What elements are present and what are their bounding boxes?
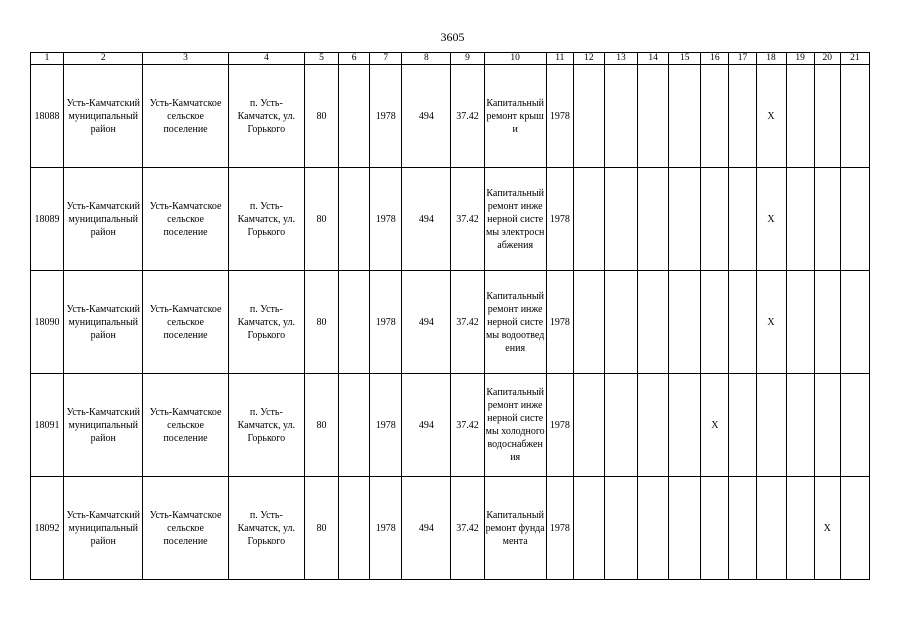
cell-col-19 — [786, 168, 814, 271]
cell-col-20 — [814, 374, 840, 477]
cell-col-18: X — [756, 271, 786, 374]
cell-col-21 — [840, 477, 869, 580]
column-header-5: 5 — [304, 53, 338, 65]
cell-col-2: Усть-Камчатский муниципальный район — [64, 168, 143, 271]
column-header-21: 21 — [840, 53, 869, 65]
column-header-20: 20 — [814, 53, 840, 65]
column-header-10: 10 — [484, 53, 546, 65]
cell-col-1: 18092 — [31, 477, 64, 580]
cell-col-2: Усть-Камчатский муниципальный район — [64, 271, 143, 374]
cell-col-5: 80 — [304, 168, 338, 271]
cell-col-21 — [840, 168, 869, 271]
register-table — [30, 52, 870, 580]
cell-col-20 — [814, 168, 840, 271]
column-header-19: 19 — [786, 53, 814, 65]
cell-col-6 — [339, 374, 370, 477]
cell-col-17 — [729, 65, 756, 168]
cell-col-9: 37.42 — [451, 374, 484, 477]
table-row — [31, 168, 870, 271]
table-row — [31, 374, 870, 477]
cell-col-20: X — [814, 477, 840, 580]
cell-col-3: Усть-Камчатское сельское поселение — [143, 374, 228, 477]
cell-col-13 — [604, 477, 637, 580]
cell-col-5: 80 — [304, 477, 338, 580]
cell-col-10: Капитальный ремонт крыши — [484, 65, 546, 168]
cell-col-7: 1978 — [370, 374, 402, 477]
cell-col-10: Капитальный ремонт инженерной системы холодного водоснабжения — [484, 374, 546, 477]
column-header-3: 3 — [143, 53, 228, 65]
cell-col-16 — [701, 271, 729, 374]
cell-col-11: 1978 — [546, 374, 573, 477]
cell-col-7: 1978 — [370, 271, 402, 374]
cell-col-3: Усть-Камчатское сельское поселение — [143, 477, 228, 580]
column-header-2: 2 — [64, 53, 143, 65]
cell-col-4: п. Усть-Камчатск, ул. Горького — [228, 477, 304, 580]
cell-col-20 — [814, 65, 840, 168]
cell-col-14 — [638, 374, 669, 477]
cell-col-17 — [729, 477, 756, 580]
table-row — [31, 65, 870, 168]
column-header-16: 16 — [701, 53, 729, 65]
cell-col-9: 37.42 — [451, 477, 484, 580]
cell-col-21 — [840, 271, 869, 374]
cell-col-21 — [840, 374, 869, 477]
cell-col-18 — [756, 374, 786, 477]
cell-col-1: 18088 — [31, 65, 64, 168]
cell-col-7: 1978 — [370, 168, 402, 271]
cell-col-12 — [573, 477, 604, 580]
column-header-1: 1 — [31, 53, 64, 65]
column-header-9: 9 — [451, 53, 484, 65]
cell-col-7: 1978 — [370, 477, 402, 580]
cell-col-19 — [786, 271, 814, 374]
cell-col-2: Усть-Камчатский муниципальный район — [64, 65, 143, 168]
cell-col-10: Капитальный ремонт инженерной системы водоотведения — [484, 271, 546, 374]
cell-col-5: 80 — [304, 374, 338, 477]
table-row — [31, 271, 870, 374]
cell-col-11: 1978 — [546, 65, 573, 168]
cell-col-15 — [669, 271, 701, 374]
cell-col-18 — [756, 477, 786, 580]
column-header-6: 6 — [339, 53, 370, 65]
cell-col-9: 37.42 — [451, 168, 484, 271]
header-row — [31, 53, 870, 65]
cell-col-16 — [701, 168, 729, 271]
cell-col-15 — [669, 65, 701, 168]
table-row — [31, 477, 870, 580]
cell-col-13 — [604, 271, 637, 374]
cell-col-15 — [669, 168, 701, 271]
cell-col-8: 494 — [402, 271, 451, 374]
column-header-12: 12 — [573, 53, 604, 65]
cell-col-8: 494 — [402, 374, 451, 477]
column-header-4: 4 — [228, 53, 304, 65]
cell-col-5: 80 — [304, 271, 338, 374]
cell-col-19 — [786, 477, 814, 580]
cell-col-12 — [573, 271, 604, 374]
cell-col-13 — [604, 65, 637, 168]
cell-col-16 — [701, 477, 729, 580]
cell-col-2: Усть-Камчатский муниципальный район — [64, 477, 143, 580]
cell-col-4: п. Усть-Камчатск, ул. Горького — [228, 65, 304, 168]
cell-col-18: X — [756, 168, 786, 271]
cell-col-14 — [638, 168, 669, 271]
cell-col-15 — [669, 374, 701, 477]
cell-col-10: Капитальный ремонт инженерной системы электроснабжения — [484, 168, 546, 271]
cell-col-14 — [638, 65, 669, 168]
cell-col-12 — [573, 168, 604, 271]
cell-col-17 — [729, 168, 756, 271]
cell-col-2: Усть-Камчатский муниципальный район — [64, 374, 143, 477]
column-header-13: 13 — [604, 53, 637, 65]
cell-col-11: 1978 — [546, 271, 573, 374]
cell-col-11: 1978 — [546, 477, 573, 580]
cell-col-4: п. Усть-Камчатск, ул. Горького — [228, 374, 304, 477]
column-header-15: 15 — [669, 53, 701, 65]
cell-col-17 — [729, 374, 756, 477]
cell-col-11: 1978 — [546, 168, 573, 271]
cell-col-1: 18089 — [31, 168, 64, 271]
cell-col-6 — [339, 65, 370, 168]
column-header-8: 8 — [402, 53, 451, 65]
cell-col-1: 18090 — [31, 271, 64, 374]
cell-col-8: 494 — [402, 168, 451, 271]
cell-col-7: 1978 — [370, 65, 402, 168]
cell-col-12 — [573, 65, 604, 168]
cell-col-6 — [339, 168, 370, 271]
cell-col-16 — [701, 65, 729, 168]
cell-col-8: 494 — [402, 477, 451, 580]
cell-col-12 — [573, 374, 604, 477]
cell-col-6 — [339, 271, 370, 374]
cell-col-5: 80 — [304, 65, 338, 168]
cell-col-15 — [669, 477, 701, 580]
cell-col-4: п. Усть-Камчатск, ул. Горького — [228, 271, 304, 374]
cell-col-13 — [604, 374, 637, 477]
cell-col-9: 37.42 — [451, 271, 484, 374]
cell-col-8: 494 — [402, 65, 451, 168]
column-header-11: 11 — [546, 53, 573, 65]
cell-col-14 — [638, 271, 669, 374]
column-header-14: 14 — [638, 53, 669, 65]
cell-col-3: Усть-Камчатское сельское поселение — [143, 271, 228, 374]
cell-col-20 — [814, 271, 840, 374]
column-header-7: 7 — [370, 53, 402, 65]
cell-col-18: X — [756, 65, 786, 168]
cell-col-4: п. Усть-Камчатск, ул. Горького — [228, 168, 304, 271]
cell-col-17 — [729, 271, 756, 374]
cell-col-19 — [786, 65, 814, 168]
cell-col-16: X — [701, 374, 729, 477]
cell-col-1: 18091 — [31, 374, 64, 477]
cell-col-6 — [339, 477, 370, 580]
cell-col-3: Усть-Камчатское сельское поселение — [143, 168, 228, 271]
cell-col-3: Усть-Камчатское сельское поселение — [143, 65, 228, 168]
cell-col-10: Капитальный ремонт фундамента — [484, 477, 546, 580]
cell-col-19 — [786, 374, 814, 477]
cell-col-21 — [840, 65, 869, 168]
page-number: 3605 — [440, 30, 465, 44]
column-header-18: 18 — [756, 53, 786, 65]
cell-col-9: 37.42 — [451, 65, 484, 168]
cell-col-13 — [604, 168, 637, 271]
column-header-17: 17 — [729, 53, 756, 65]
cell-col-14 — [638, 477, 669, 580]
